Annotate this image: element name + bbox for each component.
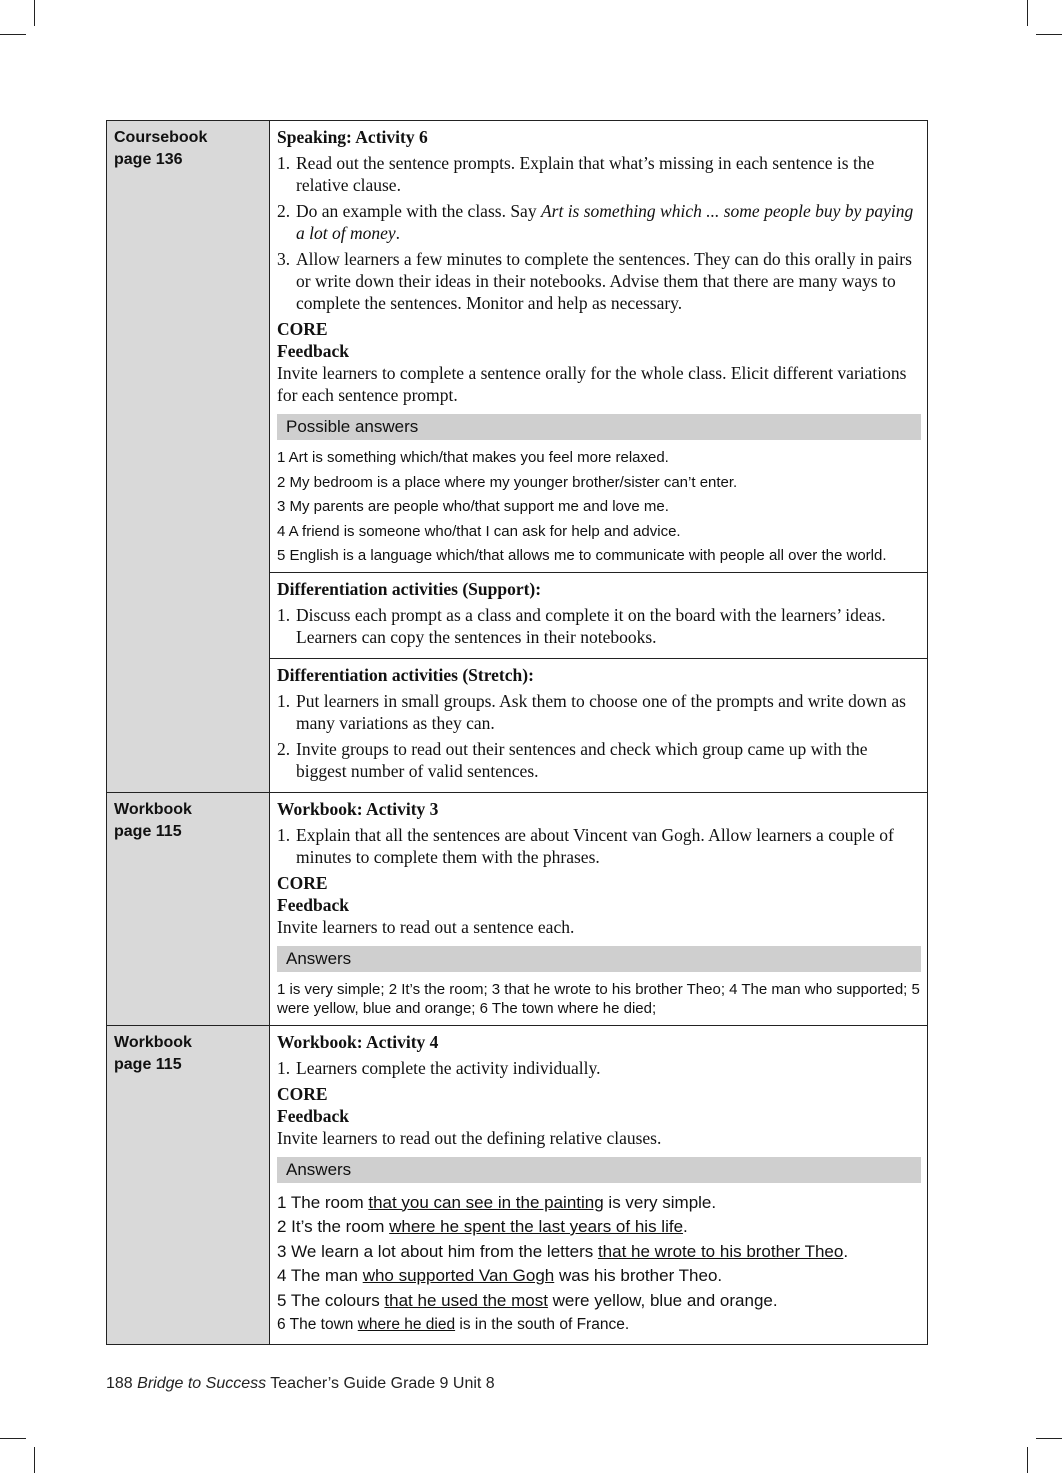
feedback-label: Feedback — [277, 1105, 349, 1126]
step-item: 1. Put learners in small groups. Ask them to choose one of the prompts and write down as many variations as they can. — [277, 690, 906, 733]
table-row — [107, 121, 928, 793]
answer-item: 3 My parents are people who/that support me and love me. — [277, 498, 669, 515]
step-list — [277, 604, 921, 648]
step-item: 2. Do an example with the class. Say Art is something which ... some people buy by paying a lot of money. — [277, 201, 914, 243]
feedback-text: Invite learners to complete a sentence orally for the whole class. Elicit different variations for each sentence prompt. — [277, 363, 907, 405]
answers-list — [277, 448, 921, 566]
table-row — [107, 1025, 928, 1344]
step-item: 1. Read out the sentence prompts. Explain that what’s missing in each sentence is the relative clause. — [277, 153, 875, 195]
row-label: Coursebook page 136 — [107, 121, 270, 793]
lesson-table — [106, 120, 928, 1345]
row-content — [270, 1025, 928, 1344]
crop-mark — [34, 1447, 35, 1473]
table-row — [107, 792, 928, 1025]
row-label: Workbook page 115 — [107, 792, 270, 1025]
core-label: CORE — [277, 319, 328, 339]
book-title: Bridge to Success — [137, 1375, 267, 1392]
page-number: 188 — [106, 1375, 133, 1392]
row-content — [270, 121, 928, 793]
page-footer — [106, 1375, 495, 1393]
step-item: 1. Learners complete the activity individually. — [277, 1057, 601, 1078]
crop-mark — [1027, 0, 1028, 26]
step-list — [277, 824, 921, 868]
activity-title: Workbook: Activity 3 — [277, 798, 439, 819]
answer-item: 1 The room that you can see in the painting is very simple. — [277, 1192, 717, 1212]
answer-item: 4 A friend is someone who/that I can ask for help and advice. — [277, 522, 681, 540]
stretch-block — [270, 658, 927, 792]
row-content — [270, 792, 928, 1025]
feedback-label: Feedback — [277, 894, 349, 915]
core-label: CORE — [277, 1083, 328, 1104]
support-block — [270, 572, 927, 658]
crop-mark — [0, 34, 26, 35]
crop-mark — [0, 1438, 26, 1439]
answers-heading: Answers — [277, 1157, 921, 1183]
answer-text: 1 is very simple; 2 It’s the room; 3 that he wrote to his brother Theo; 4 The man who supported; 5 were yellow, blue and orange; 6 The town where he died; — [277, 980, 920, 1017]
step-list — [277, 690, 921, 782]
crop-mark — [1036, 1438, 1062, 1439]
core-label: CORE — [277, 872, 328, 893]
step-list — [277, 152, 921, 314]
answers-list — [277, 1191, 921, 1338]
activity-block — [270, 121, 927, 572]
stretch-title: Differentiation activities (Stretch): — [277, 664, 534, 685]
footer-subtitle: Teacher’s Guide Grade 9 Unit 8 — [270, 1375, 495, 1392]
answer-item: 4 The man who supported Van Gogh was his brother Theo. — [277, 1266, 723, 1285]
answer-item: 3 We learn a lot about him from the letters that he wrote to his brother Theo. — [277, 1241, 849, 1261]
answer-item: 2 It’s the room where he spent the last years of his life. — [277, 1217, 688, 1236]
feedback-text: Invite learners to read out a sentence each. — [277, 916, 575, 937]
answer-item: 2 My bedroom is a place where my younger brother/sister can’t enter. — [277, 473, 738, 491]
answer-item: 6 The town where he died is in the south of France. — [277, 1316, 630, 1333]
crop-mark — [34, 0, 35, 26]
crop-mark — [1036, 34, 1062, 35]
step-item: 1. Discuss each prompt as a class and complete it on the board with the learners’ ideas. Learners can copy the sentences in their notebooks. — [277, 604, 886, 647]
activity-block — [270, 1026, 927, 1344]
activity-block — [270, 793, 927, 1025]
feedback-text: Invite learners to read out the defining relative clauses. — [277, 1127, 662, 1148]
activity-title: Workbook: Activity 4 — [277, 1031, 439, 1052]
step-item: 3. Allow learners a few minutes to complete the sentences. They can do this orally in pairs or write down their ideas in their notebooks. Advise them that there are many ways to complete the sentences. Monitor and help as necessary. — [277, 249, 912, 313]
step-item: 1. Explain that all the sentences are about Vincent van Gogh. Allow learners a couple of minutes to complete them with the phrases. — [277, 824, 894, 867]
answers-heading: Answers — [277, 946, 921, 972]
step-list — [277, 1057, 921, 1079]
answers-list — [277, 980, 921, 1019]
crop-mark — [1027, 1447, 1028, 1473]
row-label: Workbook page 115 — [107, 1025, 270, 1344]
support-title: Differentiation activities (Support): — [277, 578, 542, 599]
step-item: 2. Invite groups to read out their sentences and check which group came up with the biggest number of valid sentences. — [277, 738, 868, 781]
answer-item: 1 Art is something which/that makes you feel more relaxed. — [277, 449, 669, 466]
answer-item: 5 The colours that he used the most were yellow, blue and orange. — [277, 1290, 778, 1310]
feedback-label: Feedback — [277, 341, 349, 361]
activity-title: Speaking: Activity 6 — [277, 127, 428, 147]
answer-item: 5 English is a language which/that allows me to communicate with people all over the world. — [277, 547, 887, 564]
answers-heading: Possible answers — [277, 414, 921, 440]
